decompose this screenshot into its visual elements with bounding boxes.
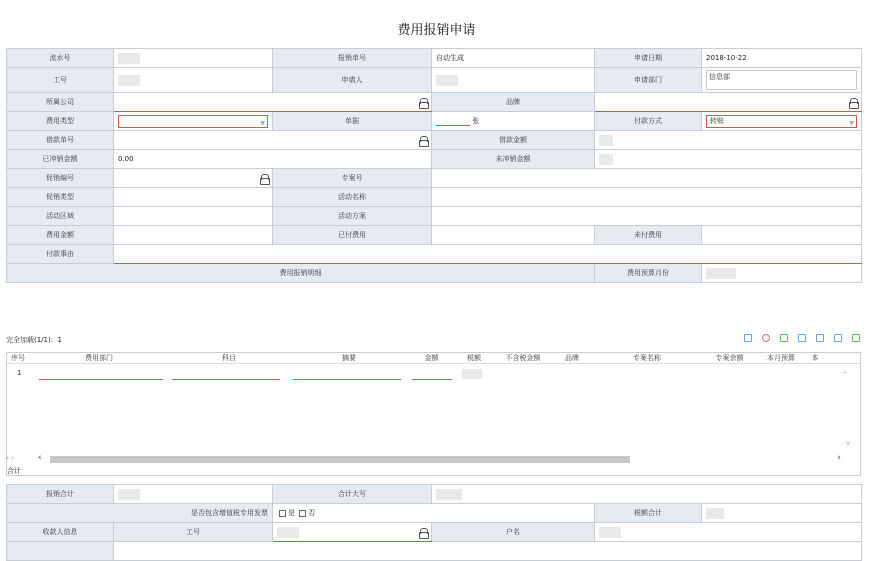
col-header: 序号 — [11, 354, 25, 362]
col-header: 金额 — [424, 354, 439, 362]
export-icon[interactable] — [852, 334, 860, 342]
lock-icon[interactable] — [419, 98, 427, 107]
label-pay-method: 付款方式 — [595, 112, 702, 131]
lock-icon[interactable] — [849, 98, 857, 107]
grid-toolbar — [0, 334, 873, 348]
col-header: 本 — [811, 354, 819, 362]
pay-method-select[interactable]: 转账 ▼ — [706, 115, 857, 128]
dept-input[interactable] — [39, 379, 163, 380]
label-unoffset-amount: 未冲销金额 — [432, 150, 595, 169]
label-account-name: 户名 — [432, 523, 595, 542]
paid-expense-value — [432, 226, 595, 245]
amount-input[interactable] — [412, 379, 452, 380]
account-name-value — [599, 527, 621, 538]
col-header: 摘要 — [342, 354, 356, 362]
col-header: 科目 — [222, 354, 236, 362]
receipts-input[interactable] — [436, 116, 470, 126]
apply-dept-field[interactable]: 信息部 — [706, 70, 857, 90]
payee-extra-row — [7, 542, 114, 561]
label-pay-reason: 付款事由 — [7, 245, 114, 264]
tax-cell — [462, 369, 482, 379]
crop-icon[interactable] — [816, 334, 824, 342]
vat-invoice-options: 是 否 — [273, 504, 595, 523]
expense-amount-value — [114, 226, 273, 245]
scroll-up-icon[interactable]: ^ — [842, 371, 848, 379]
lock-icon[interactable] — [260, 174, 268, 183]
scrollbar-thumb[interactable] — [50, 456, 630, 463]
subject-input[interactable] — [172, 379, 280, 380]
promo-no-field[interactable] — [114, 169, 273, 188]
label-unpaid-expense: 未付费用 — [595, 226, 702, 245]
label-total-upper: 合计大写 — [273, 485, 432, 504]
scroll-down-icon[interactable]: v — [845, 439, 850, 447]
col-header: 税额 — [467, 354, 481, 362]
applicant-value — [436, 75, 458, 86]
unoffset-amount-value — [599, 154, 613, 165]
label-payee-emp-no: 工号 — [114, 523, 273, 542]
col-header: 费用部门 — [85, 354, 113, 362]
activity-plan-value — [432, 207, 862, 226]
project-no-value — [432, 169, 862, 188]
summary-input[interactable] — [293, 379, 401, 380]
col-header: 专案余额 — [715, 354, 744, 362]
loan-amount-value — [599, 135, 613, 146]
row-number: 1 — [17, 369, 22, 377]
scroll-left-arrow[interactable]: ‹ — [38, 453, 42, 463]
label-promo-type: 促销类型 — [7, 188, 114, 207]
payee-emp-no-field[interactable] — [273, 523, 432, 542]
label-serial: 流水号 — [7, 49, 114, 68]
payee-emp-no-value — [277, 527, 299, 538]
label-paid-expense: 已付费用 — [273, 226, 432, 245]
tax-total-value — [706, 508, 724, 519]
label-vat-invoice: 是否包含增值税专用发票 — [7, 504, 273, 523]
label-apply-dept: 申请部门 — [595, 68, 702, 93]
promo-type-value — [114, 188, 273, 207]
col-header: 品牌 — [565, 354, 579, 362]
edit-icon[interactable] — [744, 334, 752, 342]
label-activity-name: 活动名称 — [273, 188, 432, 207]
pay-reason-field[interactable] — [114, 245, 862, 264]
label-budget-month: 费用预算月份 — [595, 264, 702, 283]
col-header: 本月预算 — [767, 354, 795, 362]
label-apply-date: 申请日期 — [595, 49, 702, 68]
expense-form — [6, 48, 862, 283]
lock-icon[interactable] — [419, 528, 427, 537]
report-total-value — [118, 489, 140, 500]
vat-yes-checkbox[interactable] — [279, 510, 286, 517]
grid-sum-row: 合计 — [7, 467, 21, 475]
label-loan-no: 借款单号 — [7, 131, 114, 150]
label-applicant: 申请人 — [273, 68, 432, 93]
label-receipts: 单据 — [273, 112, 432, 131]
label-project-no: 专案号 — [273, 169, 432, 188]
brand-field[interactable] — [595, 93, 862, 112]
scroll-left-icon[interactable]: ‹ › — [6, 454, 14, 462]
label-loan-amount: 借款金额 — [432, 131, 595, 150]
label-payee-info: 收款人信息 — [7, 523, 114, 542]
apply-date-value[interactable]: 2018-10-22 — [702, 49, 862, 68]
label-expense-type: 费用类型 — [7, 112, 114, 131]
chevron-down-icon: ▼ — [260, 119, 265, 127]
vat-no-checkbox[interactable] — [299, 510, 306, 517]
label-emp-no: 工号 — [7, 68, 114, 93]
delete-icon[interactable] — [762, 334, 770, 342]
label-activity-region: 活动区域 — [7, 207, 114, 226]
offset-amount-value: 0.00 — [114, 150, 432, 169]
loan-no-field[interactable] — [114, 131, 432, 150]
grid-hscrollbar[interactable] — [6, 453, 851, 463]
label-promo-no: 促销编号 — [7, 169, 114, 188]
table-row[interactable] — [7, 367, 860, 382]
page-title: 费用报销申请 — [397, 23, 476, 38]
report-no-value: 自动生成 — [432, 49, 595, 68]
expense-detail-header: 费用报销明细 — [7, 264, 595, 283]
label-brand: 品牌 — [432, 93, 595, 112]
unpaid-expense-value — [702, 226, 862, 245]
load-status: 完全加载(1/1): 1 — [6, 336, 63, 344]
emp-no-value — [118, 75, 140, 86]
activity-name-value — [432, 188, 862, 207]
label-report-total: 报销合计 — [7, 485, 114, 504]
copy-icon[interactable] — [798, 334, 806, 342]
paste-icon[interactable] — [834, 334, 842, 342]
chevron-down-icon: ▼ — [849, 119, 854, 127]
label-expense-amount: 费用金额 — [7, 226, 114, 245]
activity-region-value — [114, 207, 273, 226]
budget-month-value[interactable] — [706, 268, 736, 279]
summary-form — [6, 484, 862, 561]
receipts-unit: 张 — [472, 117, 480, 125]
col-header: 不含税金额 — [505, 354, 541, 362]
label-offset-amount: 已冲销金额 — [7, 150, 114, 169]
grid-header — [7, 353, 860, 364]
label-activity-plan: 活动方案 — [273, 207, 432, 226]
lock-icon[interactable] — [419, 136, 427, 145]
col-header: 专案名称 — [633, 354, 661, 362]
company-field[interactable] — [114, 93, 432, 112]
import-icon[interactable] — [780, 334, 788, 342]
scroll-right-arrow[interactable]: › — [837, 453, 841, 463]
label-report-no: 报销单号 — [273, 49, 432, 68]
serial-value — [118, 53, 140, 64]
label-company: 所属公司 — [7, 93, 114, 112]
label-tax-total: 税额合计 — [595, 504, 702, 523]
expense-type-select[interactable] — [118, 115, 268, 128]
total-upper-value — [436, 489, 462, 500]
